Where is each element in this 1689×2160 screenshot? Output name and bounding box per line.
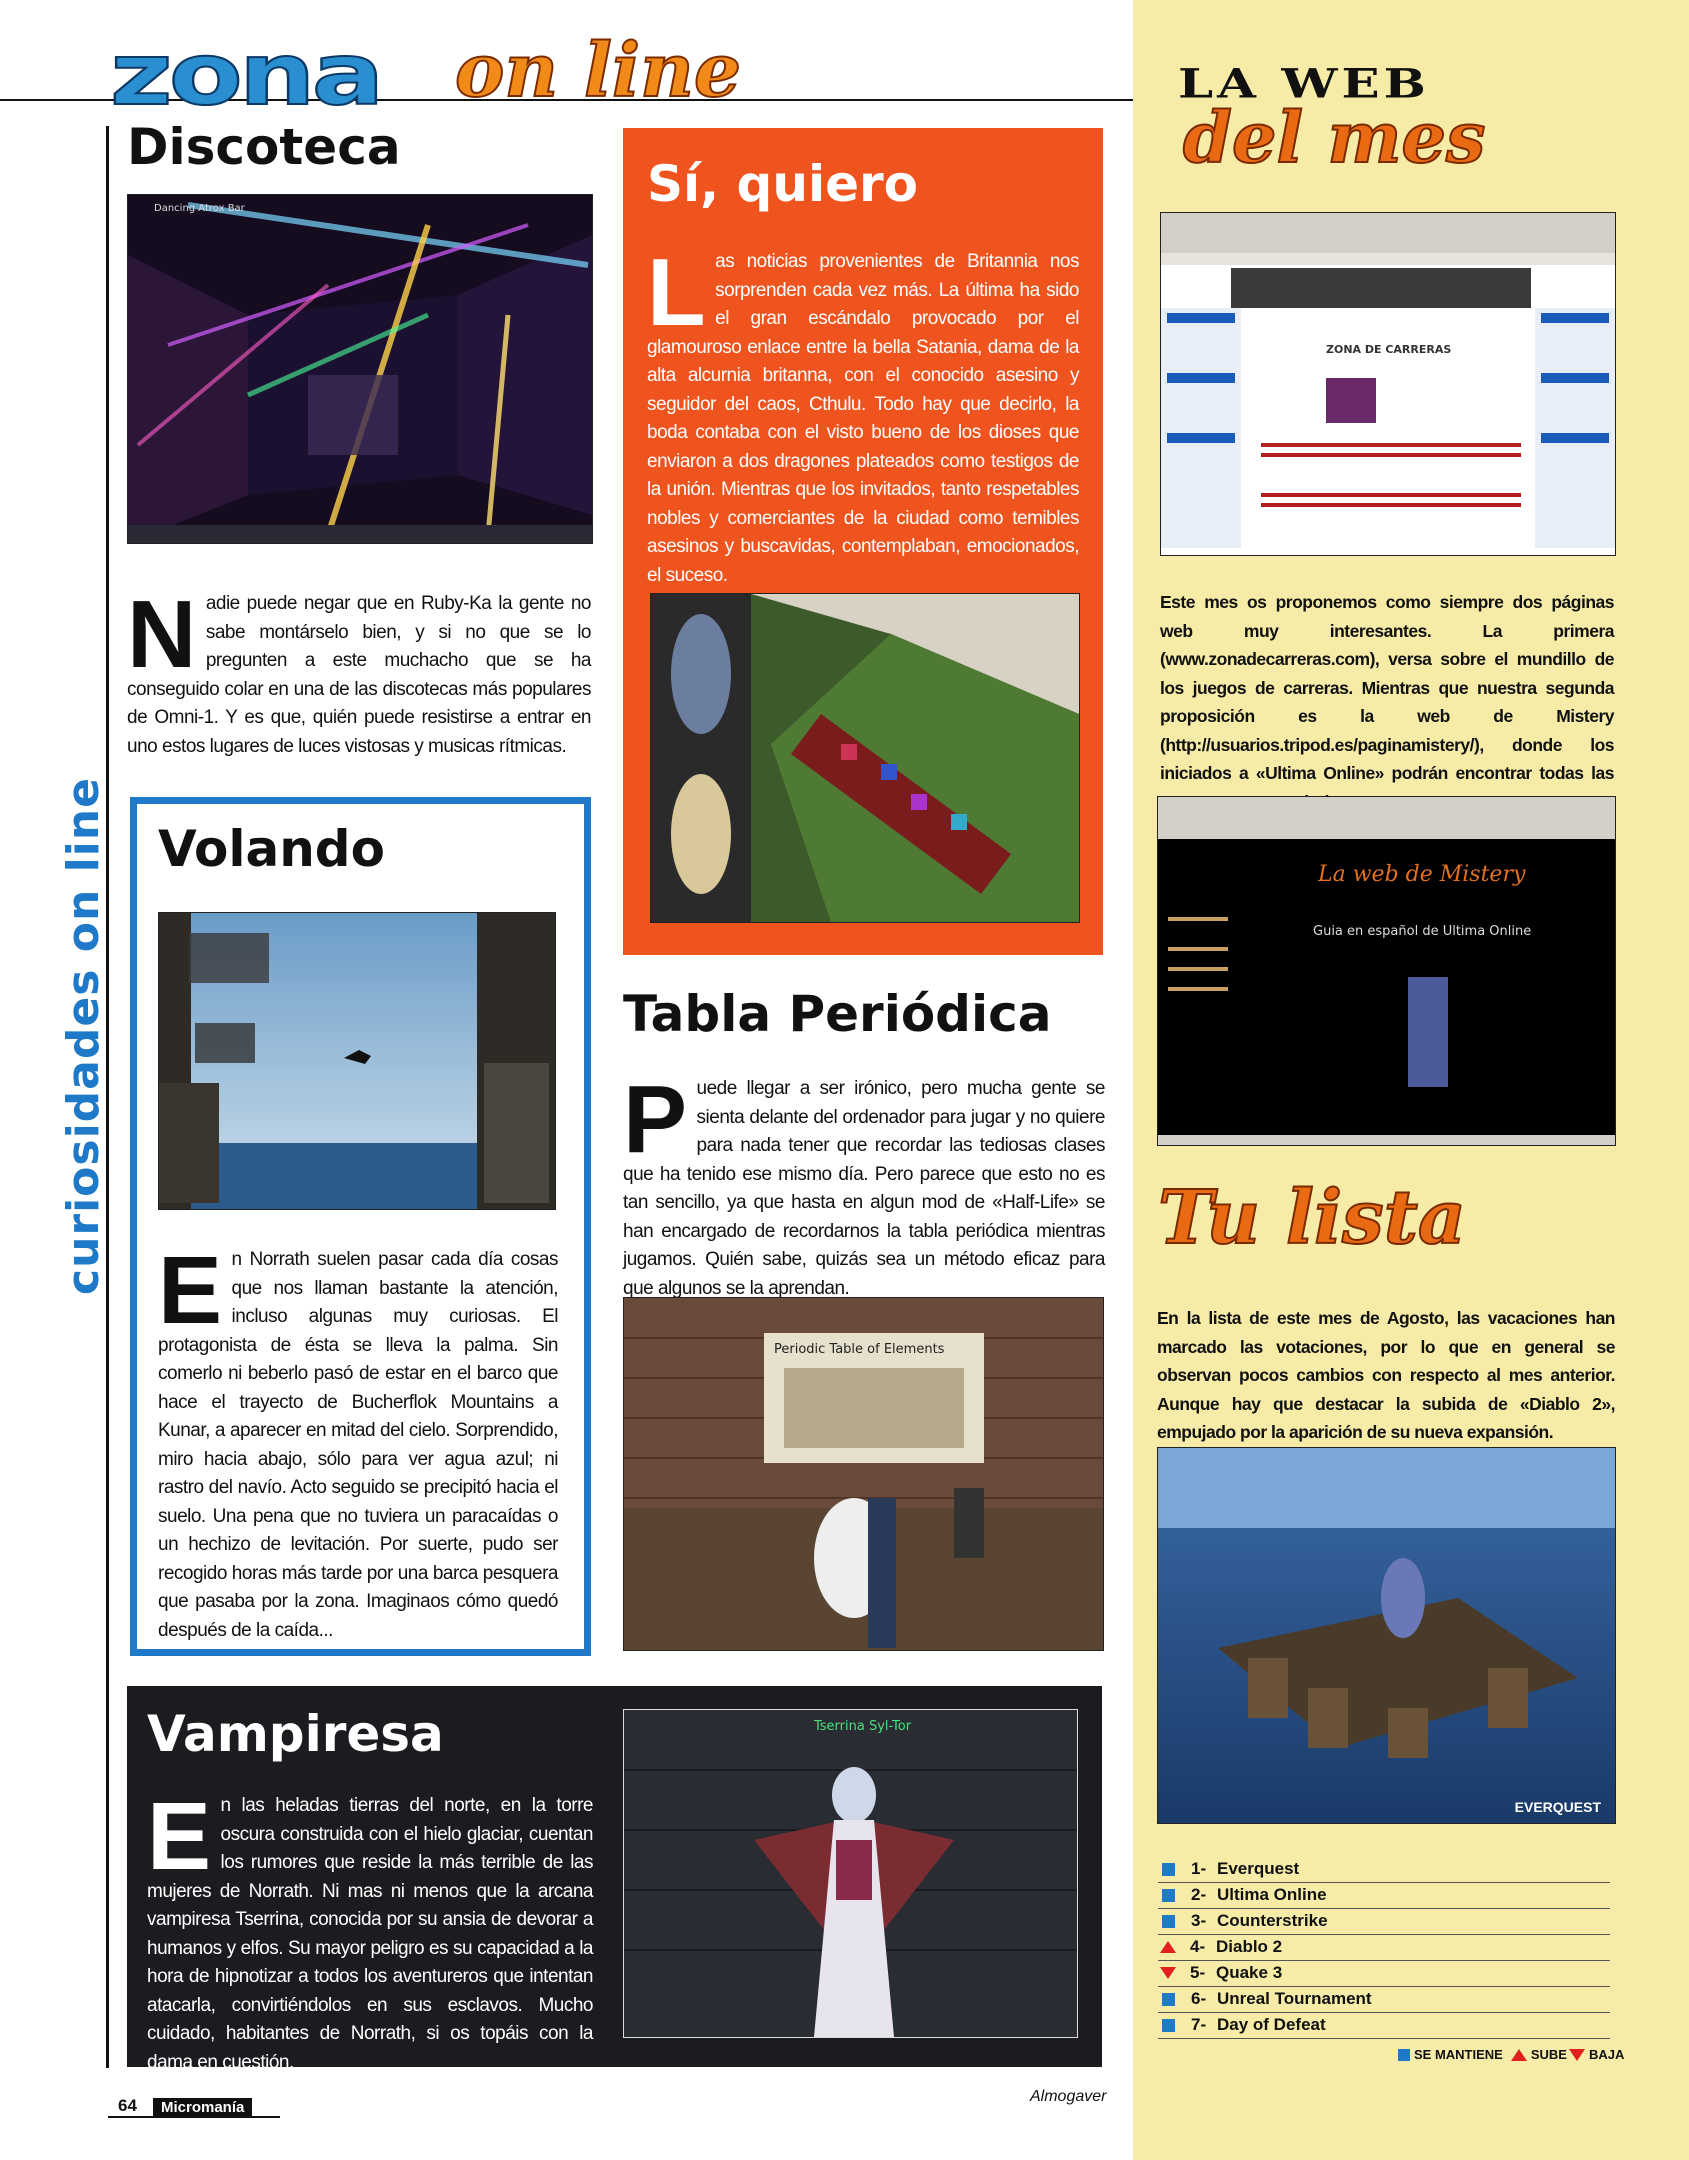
volando-text [158, 1237, 558, 1645]
list-rank: 3- [1191, 1911, 1207, 1930]
web-heading-bottom: del mes [1183, 96, 1486, 179]
vampiresa-shot-caption: Tserrina Syl-Tor [814, 1719, 912, 1734]
list-rank: 1- [1191, 1859, 1207, 1878]
si-quiero-title: Sí, quiero [647, 155, 918, 213]
si-quiero-dropcap: L [647, 239, 706, 346]
vampiresa-screenshot [623, 1709, 1078, 2038]
tabla-text [623, 1066, 1105, 1303]
zona-logo: zona [110, 25, 381, 125]
legend-same-label: SE MANTIENE [1414, 2047, 1503, 2062]
volando-body: n Norrath suelen pasar cada día cosas que nos llaman bastante la atención, incluso algunas muy curiosas. El protagonista de ésta se lleva la palma. Sin comerlo ni beberlo pasó de estar en el barco que hace el trayecto de Bucherflok Mountains a Kunar, a aparecer en mitad del cielo. Sorprendido, miro hacia abajo, sólo para ver agua azul; ni rastro del navío. Acto seguido se precipitó hacia el suelo. Una pena que no tuviera un paracaídas o un hechizo de levitación. Por suerte, pudo ser recogido horas más tarde por una barca pesquera que pasaba por la zona. Imaginaos cómo quedó después de la caída... [158, 1249, 558, 1641]
rank-down-icon [1160, 1967, 1176, 1979]
volando-dropcap: E [158, 1237, 222, 1344]
vampiresa-text [147, 1783, 593, 2077]
list-item [1158, 1934, 1610, 1961]
list-name: Ultima Online [1217, 1885, 1327, 1904]
tu-lista-text: En la lista de este mes de Agosto, las vacaciones han marcado las votaciones, por lo que en general se observan pocos cambios con respecto al mes anterior. Aunque hay que destacar la subida de «Diablo 2», empujado por la aparición de su nueva expansión. [1157, 1308, 1615, 1442]
web-site2-title: La web de Mistery [1318, 862, 1526, 887]
web-heading-top: LA WEB [1178, 60, 1430, 108]
discoteca-title: Discoteca [127, 118, 401, 176]
rank-same-icon [1162, 2019, 1175, 2032]
list-rank: 7- [1191, 2015, 1207, 2034]
tu-lista-heading: Tu lista [1158, 1175, 1466, 1261]
discoteca-text [127, 581, 591, 761]
si-quiero-text [647, 239, 1079, 590]
list-name: Counterstrike [1217, 1911, 1328, 1930]
list-name: Diablo 2 [1216, 1937, 1283, 1956]
tabla-screenshot [623, 1297, 1104, 1651]
volando-title: Volando [158, 820, 385, 878]
legend-up-icon [1511, 2049, 1527, 2061]
tabla-body: uede llegar a ser irónico, pero mucha gente se sienta delante del ordenador para jugar y no quiere para nada tener que recordar las tediosas clases que ha tenido ese mismo día. Pero parece que esto no es tan sencillo, ya que hasta en algun mod de «Half-Life» se han encargado de recordarnos la tabla periódica mientras jugamos. Quién sabe, quizás sea un método eficaz para que algunos se la aprendan. [623, 1078, 1105, 1299]
rank-same-icon [1162, 1863, 1175, 1876]
list-name: Day of Defeat [1217, 2015, 1326, 2034]
rank-up-icon [1160, 1941, 1176, 1953]
list-name: Everquest [1217, 1859, 1300, 1878]
tabla-dropcap: P [623, 1066, 687, 1173]
list-rank: 2- [1191, 1885, 1207, 1904]
list-rank: 5- [1190, 1963, 1206, 1982]
discoteca-dropcap: N [127, 581, 196, 688]
list-item [1158, 1986, 1610, 2013]
web-site2-subtitle: Guia en español de Ultima Online [1313, 924, 1532, 939]
si-quiero-body: as noticias provenientes de Britannia nos sorprenden cada vez más. La última ha sido el gran escándalo provocado por el glamouroso enlace entre la bella Satania, dama de la alta alcurnia britanna, con el conocido asesino y seguidor del caos, Cthulu. Todo hay que decirlo, la boda contaba con el visto bueno de los dioses que enviaron a dos dragones plateados como testigos de la unión. Mientras que los invitados, tanto respetables nobles y comerciantes de la ciudad como temibles asesinos y buscavidas, contemplaban, emocionados, el suceso. [647, 251, 1079, 586]
author-credit: Almogaver [1030, 2088, 1107, 2105]
everquest-caption: EVERQUEST [1514, 1799, 1601, 1815]
legend-down-label: BAJA [1588, 2047, 1625, 2062]
tabla-poster-title: Periodic Table of Elements [774, 1342, 945, 1357]
legend-same-icon [1398, 2049, 1410, 2061]
legend-down-icon [1569, 2049, 1585, 2061]
discoteca-body: adie puede negar que en Ruby-Ka la gente no sabe montárselo bien, y si no que se lo pregunten a este muchacho que se ha conseguido colar en una de las discotecas más populares de Omni-1. Y es que, quién puede resistirse a entrar en uno estos lugares de luces vistosas y musicas rítmicas. [127, 593, 591, 757]
online-logo: on line [455, 28, 742, 114]
list-item [1158, 2012, 1610, 2039]
list-rank: 6- [1191, 1989, 1207, 2008]
vampiresa-title: Vampiresa [147, 1705, 444, 1763]
rank-same-icon [1162, 1915, 1175, 1928]
volando-screenshot [158, 912, 556, 1210]
web-text: Este mes os proponemos como siempre dos páginas web muy interesantes. La primera (www.zonadecarreras.com), versa sobre el mundillo de los juegos de carreras. Mientras que nuestra segunda proposición es la web de Mistery (http://usuarios.tripod.es/paginamistery/), donde los iniciados a «Ultima Online» podrán encontrar todas las [1160, 592, 1614, 783]
rank-same-icon [1162, 1889, 1175, 1902]
web-site1-title: ZONA DE CARRERAS [1326, 343, 1452, 356]
si-quiero-screenshot [650, 593, 1080, 923]
everquest-screenshot [1157, 1447, 1616, 1824]
vampiresa-dropcap: E [147, 1783, 211, 1890]
tabla-title: Tabla Periódica [623, 985, 1052, 1043]
tu-lista-legend [1398, 2047, 1624, 2062]
list-item [1158, 1882, 1610, 1909]
list-rank: 4- [1190, 1937, 1206, 1956]
rank-same-icon [1162, 1993, 1175, 2006]
page-number: 64 [118, 2096, 137, 2115]
vampiresa-body: n las heladas tierras del norte, en la torre oscura construida con el hielo glaciar, cuentan los rumores que reside la más terrible de las mujeres de Norrath. Ni mas ni menos que la arcana vampiresa Tserrina, conocida por su ansia de devorar a humanos y elfos. Su mayor peligro es su capacidad a la hora de hipnotizar a todos los aventureros que intentan atacarla, convirtiéndolos en sus esclavos. Mucho cuidado, habitantes de Norrath, si os topáis con la dama en cuestión. [147, 1795, 593, 2073]
list-item [1158, 1908, 1610, 1935]
list-name: Unreal Tournament [1217, 1989, 1372, 2008]
legend-up-label: SUBE [1530, 2047, 1567, 2062]
web-site1-screenshot [1160, 212, 1616, 556]
list-item [1158, 1960, 1610, 1987]
discoteca-screenshot [127, 194, 593, 544]
web-site2-screenshot [1157, 796, 1616, 1146]
list-name: Quake 3 [1216, 1963, 1283, 1982]
discoteca-shot-caption: Dancing Atrox Bar [154, 203, 245, 214]
magazine-name: Micromanía [153, 2098, 252, 2117]
list-item [1158, 1856, 1610, 1883]
